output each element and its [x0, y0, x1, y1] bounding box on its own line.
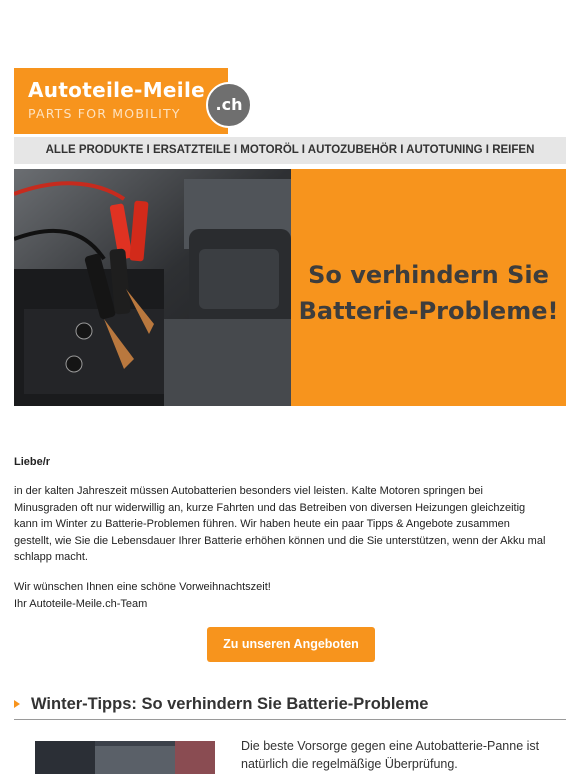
caret-right-icon: [14, 700, 20, 708]
battery-illustration: [14, 169, 291, 406]
hero-headline-panel: [291, 169, 566, 406]
hero-headline-line-1: So verhindern Sie: [308, 261, 549, 289]
battery-jump-cable-photo: [14, 169, 291, 406]
logo-domain-badge: .ch: [206, 82, 252, 128]
tip-photo-illustration: [35, 741, 215, 774]
category-navigation[interactable]: ALLE PRODUKTE I ERSATZTEILE I MOTORÖL I AUTOZUBEHÖR I AUTOTUNING I REIFEN: [14, 137, 566, 164]
tip-photo[interactable]: [35, 741, 215, 774]
intro-paragraph: in der kalten Jahreszeit müssen Autobatterien besonders viel leisten. Kalte Motoren springen bei Minusgraden oft nur widerwillig an, kurze Fahrten und das Betreiben von diversen Heizungen gleichzeitig kann im Winter zu Batterie-Problemen führen. Wir haben heute ein paar Tipps & Angebote zusammen gestellt, wie Sie die Lebensdauer Ihrer Batterie erhöhen können und die Sie unterstützen, wenn der Akku mal schlapp macht.: [14, 485, 546, 563]
signature: Ihr Autoteile-Meile.ch-Team: [14, 598, 148, 610]
greeting: Liebe/r: [14, 456, 51, 468]
logo-title: Autoteile-Meile: [28, 78, 205, 102]
logo-subtitle: PARTS FOR MOBILITY: [28, 106, 181, 121]
hero-headline: [291, 257, 566, 329]
brand-logo[interactable]: [14, 68, 228, 134]
hero-headline-line-2: Batterie-Probleme!: [298, 297, 559, 325]
section-header: [14, 694, 566, 720]
section-title: Winter-Tipps: So verhindern Sie Batterie-Probleme: [31, 695, 429, 713]
tip-text: Die beste Vorsorge gegen eine Autobatterie-Panne ist natürlich die regelmäßige Überprüfung.: [241, 739, 540, 771]
hero-banner[interactable]: [14, 169, 566, 406]
season-wish: Wir wünschen Ihnen eine schöne Vorweihnachtszeit!: [14, 581, 271, 593]
offers-button[interactable]: Zu unseren Angeboten: [207, 627, 375, 662]
